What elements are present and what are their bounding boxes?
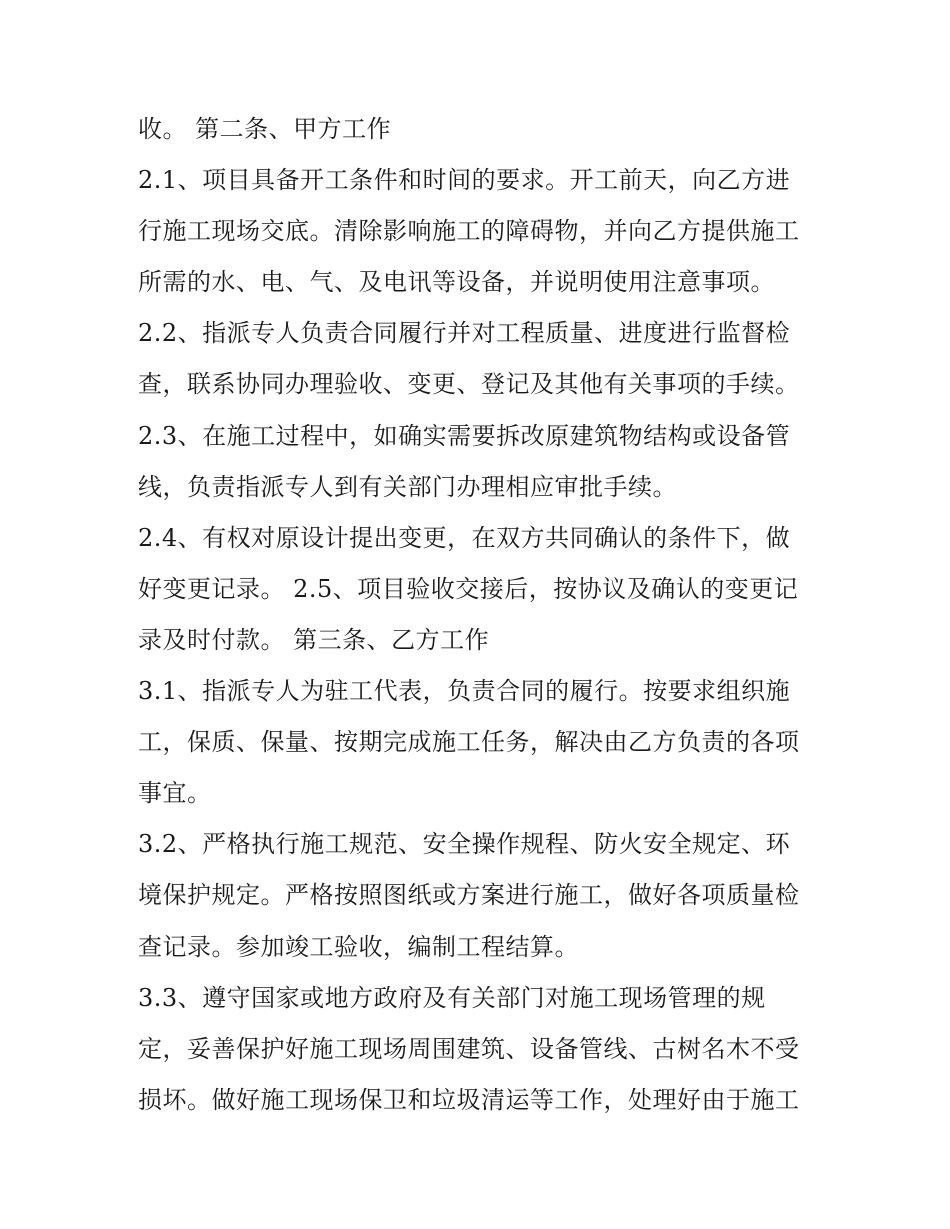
text-line: 所需的水、电、气、及电讯等设备，并说明使用注意事项。 — [138, 268, 775, 297]
text-line: 行施工现场交底。清除影响施工的障碍物，并向乙方提供施工 — [138, 217, 800, 246]
text-line: 3.2、严格执行施工规范、安全操作规程、防火安全规定、环 — [138, 830, 791, 859]
text-line: 查记录。参加竣工验收，编制工程结算。 — [138, 932, 579, 961]
text-line: 境保护规定。严格按照图纸或方案进行施工，做好各项质量检 — [138, 881, 800, 910]
text-line: 收。 第二条、甲方工作 — [138, 115, 392, 143]
text-line: 2.4、有权对原设计提出变更，在双方共同确认的条件下，做 — [138, 523, 791, 552]
text-line: 线，负责指派专人到有关部门办理相应审批手续。 — [138, 472, 677, 501]
text-line: 3.1、指派专人为驻工代表，负责合同的履行。按要求组织施 — [138, 677, 791, 706]
text-line: 定，妥善保护好施工现场周围建筑、设备管线、古树名木不受 — [138, 1034, 800, 1063]
text-line: 损坏。做好施工现场保卫和垃圾清运等工作，处理好由于施工 — [138, 1085, 800, 1114]
text-line: 2.2、指派专人负责合同履行并对工程质量、进度进行监督检 — [138, 319, 791, 348]
text-line: 查，联系协同办理验收、变更、登记及其他有关事项的手续。 — [138, 370, 800, 399]
text-line: 2.3、在施工过程中，如确实需要拆改原建筑物结构或设备管 — [138, 421, 791, 450]
text-line: 好变更记录。 2.5、项目验收交接后，按协议及确认的变更记 — [138, 574, 799, 603]
text-line: 3.3、遵守国家或地方政府及有关部门对施工现场管理的规 — [138, 983, 766, 1012]
text-line: 2.1、项目具备开工条件和时间的要求。开工前天，向乙方进 — [138, 166, 791, 195]
text-line: 工，保质、保量、按期完成施工任务，解决由乙方负责的各项 — [138, 728, 800, 757]
text-line: 录及时付款。 第三条、乙方工作 — [138, 625, 490, 654]
text-line: 事宜。 — [138, 779, 212, 808]
contract-text-body — [138, 107, 828, 1129]
